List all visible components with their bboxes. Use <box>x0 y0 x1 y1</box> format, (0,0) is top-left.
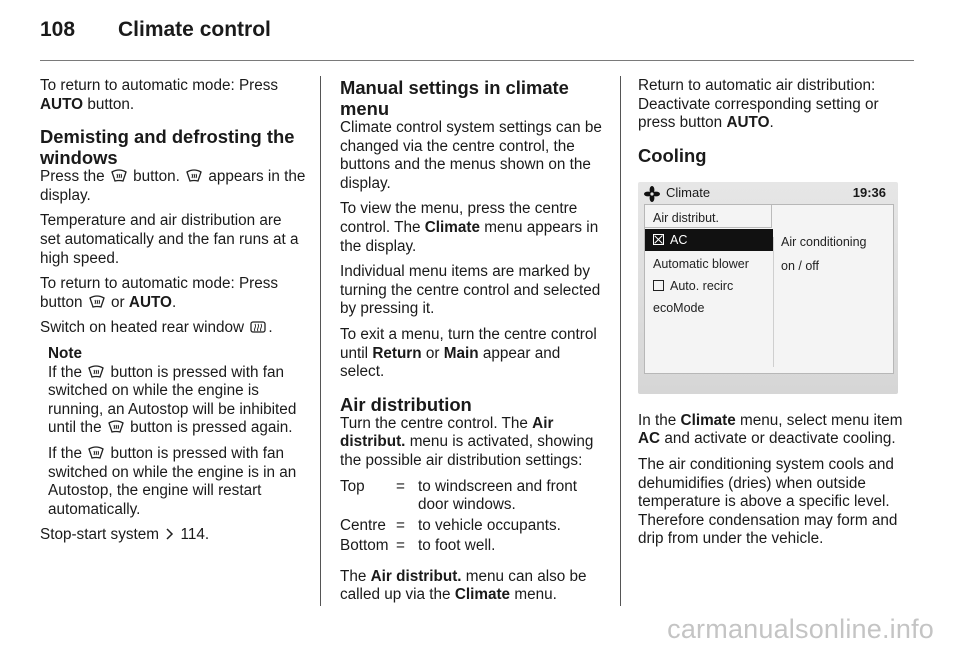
windscreen-defrost-icon <box>108 420 124 434</box>
paragraph-view-menu: To view the menu, press the centre control. The Climate menu appears in the display. <box>340 200 599 255</box>
page-header <box>40 18 271 50</box>
windscreen-defrost-icon <box>186 169 202 183</box>
air-distribution-table <box>340 478 606 558</box>
checkbox-empty-icon <box>653 280 664 291</box>
menu-item-air-distribut[interactable]: Air distribut. <box>653 210 719 225</box>
paragraph-turn-control: Turn the centre control. The Air distribut. menu is activated, showing the possible air distribution settings: <box>340 414 594 469</box>
heading-manual-settings: Manual settings in climate menu <box>340 77 569 119</box>
menu-item-ac[interactable]: AC <box>645 229 773 251</box>
rear-window-heat-icon <box>250 320 266 334</box>
menu-item-auto-recirc[interactable]: Auto. recirc <box>645 275 773 297</box>
paragraph-ac-system: The air conditioning system cools and dehumidifies (dries) when outside temperature is above a specific level. Therefore condensation may form and drip from under the vehicle. <box>638 455 898 548</box>
display-header <box>644 184 892 204</box>
paragraph-press-defrost: Press the button. appears in the display. <box>40 168 306 204</box>
table-row: Bottom = to foot well. <box>340 537 496 555</box>
column-1 <box>40 77 306 552</box>
menu-item-ecomode[interactable]: ecoMode <box>653 300 705 315</box>
checkbox-checked-icon <box>653 234 664 245</box>
windscreen-defrost-icon <box>111 169 127 183</box>
paragraph-select-ac: In the Climate menu, select menu item AC and activate or deactivate cooling. <box>638 411 903 448</box>
paragraph-return-air: Return to automatic air distribution: Deactivate corresponding setting or press button AUTO. <box>638 77 879 132</box>
paragraph-exit-menu: To exit a menu, turn the centre control until Return or Main appear and select. <box>340 325 597 381</box>
display-clock: 19:36 <box>852 185 886 201</box>
windscreen-defrost-icon <box>88 446 104 460</box>
note-paragraph-1: If the button is pressed with fan switched on while the engine is running, an Autostop will be inhibited until the button is pressed again. <box>48 363 297 437</box>
paragraph-heated-rear: Switch on heated rear window . <box>40 319 273 337</box>
table-row: Top = to windscreen and front door windows. <box>340 477 578 514</box>
column-3 <box>638 77 906 556</box>
paragraph-called-up: The Air distribut. menu can also be called up via the Climate menu. <box>340 567 587 604</box>
table-row: Centre = to vehicle occupants. <box>340 516 561 534</box>
windscreen-defrost-icon <box>88 365 104 379</box>
header-rule <box>40 60 914 61</box>
page-reference-icon <box>165 528 174 540</box>
display-info-line-2: on / off <box>781 258 819 273</box>
page-reference-link[interactable]: 114. <box>180 526 210 544</box>
note-paragraph-2: If the button is pressed with fan switched on while the engine is in an Autostop, the engine will restart automatically. <box>48 444 297 518</box>
note-label: Note <box>48 344 82 362</box>
paragraph-stop-start: Stop-start system 114. <box>40 526 210 544</box>
display-separator <box>773 237 774 367</box>
paragraph-temperature: Temperature and air distribution are set automatically and the fan runs at a high speed. <box>40 212 299 267</box>
page-number: 108 <box>40 18 76 41</box>
paragraph-return-auto-2: To return to automatic mode: Press button or AUTO. <box>40 275 279 311</box>
page-title: Climate control <box>118 18 271 41</box>
watermark: carmanualsonline.info <box>667 614 934 644</box>
note-block <box>40 345 306 519</box>
climate-display-image <box>638 182 898 394</box>
paragraph-settings: Climate control system settings can be changed via the centre control, the buttons and the menus shown on the display. <box>340 119 602 192</box>
heading-air-distribution: Air distribution <box>340 393 472 415</box>
menu-item-automatic-blower[interactable]: Automatic blower <box>653 256 749 271</box>
column-2 <box>340 77 606 612</box>
windscreen-defrost-icon <box>89 295 105 309</box>
fan-icon <box>644 186 660 202</box>
column-divider-2 <box>620 76 621 606</box>
display-info-line-1: Air conditioning <box>781 234 867 249</box>
paragraph-individual: Individual menu items are marked by turning the centre control and selected by pressing it. <box>340 263 601 318</box>
heading-cooling: Cooling <box>638 144 707 166</box>
column-divider-1 <box>320 76 321 606</box>
heading-demisting: Demisting and defrosting the windows <box>40 126 295 169</box>
display-title: Climate <box>666 185 711 201</box>
paragraph-return-auto: To return to automatic mode: Press AUTO button. <box>40 77 279 113</box>
display-screen <box>644 204 894 374</box>
